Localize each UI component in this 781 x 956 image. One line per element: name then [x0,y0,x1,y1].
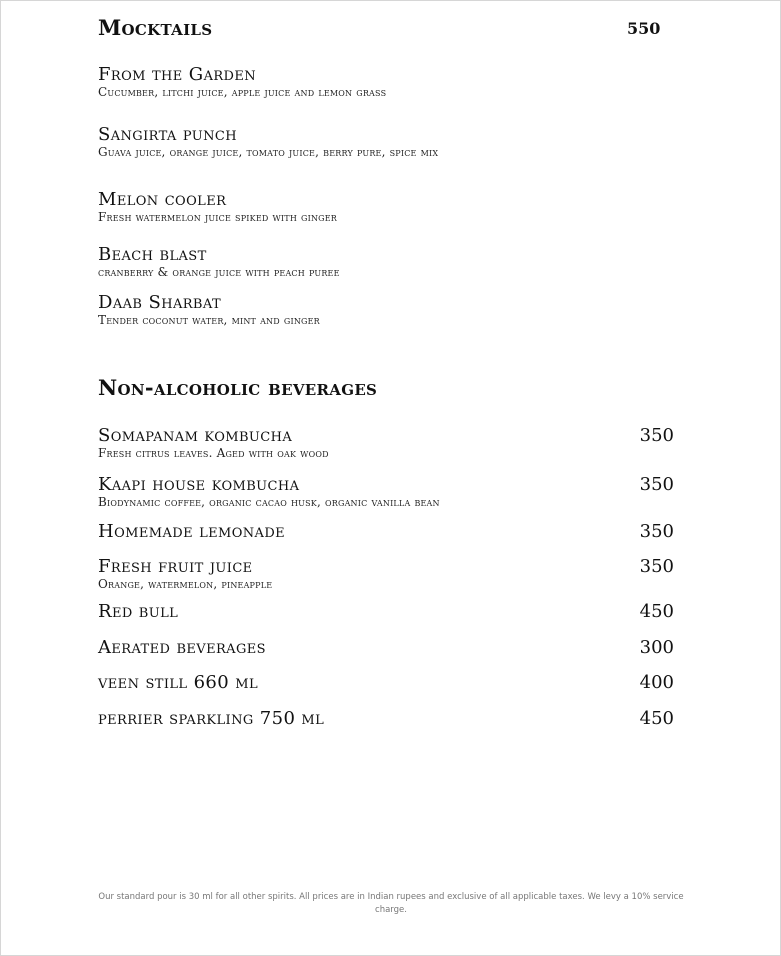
item-description: Biodynamic coffee, organic cacao husk, organic vanilla bean [98,495,440,509]
menu-item [98,557,678,591]
mocktails-heading: Mocktails [98,15,213,40]
item-price: 350 [639,556,674,577]
menu-item [98,245,678,279]
item-price: 450 [639,708,674,729]
item-name: Sangirta punch [98,124,237,145]
footer-note: Our standard pour is 30 ml for all other spirits. All prices are in Indian rupees and exclusive of all applicable taxes. We levy a 10% service charge. [98,892,684,915]
item-price: 400 [639,672,674,693]
menu-item [98,709,678,729]
item-name: Aerated beverages [98,637,266,658]
item-price: 350 [639,474,674,495]
item-description: Guava juice, orange juice, tomato juice, berry pure, spice mix [98,145,439,159]
menu-item [98,293,678,327]
item-description: Tender coconut water, mint and ginger [98,313,320,327]
item-name: Daab Sharbat [98,292,222,313]
menu-item [98,602,678,622]
item-description: cranberry & orange juice with peach puree [98,265,340,279]
menu-item [98,475,678,509]
item-description: Fresh watermelon juice spiked with ginger [98,210,338,224]
item-description: Cucumber, litchi juice, apple juice and lemon grass [98,85,387,99]
item-price: 350 [639,521,674,542]
beverages-heading: Non-alcoholic beverages [98,375,378,400]
menu-item [98,673,678,693]
item-name: Melon cooler [98,189,227,210]
item-name: Kaapi house kombucha [98,474,300,495]
item-name: perrier sparkling 750 ml [98,708,325,729]
menu-item [98,190,678,224]
item-price: 450 [639,601,674,622]
menu-item [98,426,678,460]
item-name: Somapanam kombucha [98,425,293,446]
menu-item [98,125,678,159]
item-name: Fresh fruit juice [98,556,253,577]
item-description: Fresh citrus leaves. Aged with oak wood [98,446,329,460]
item-name: Red bull [98,601,179,622]
item-price: 300 [639,637,674,658]
menu-item [98,638,678,658]
item-name: From the Garden [98,64,257,85]
menu-item [98,65,678,99]
item-name: veen still 660 ml [98,672,258,693]
item-name: Beach blast [98,244,207,265]
menu-item [98,522,678,542]
item-price: 350 [639,425,674,446]
item-description: Orange, watermelon, pineapple [98,577,273,591]
item-name: Homemade lemonade [98,521,286,542]
mocktails-price: 550 [627,19,661,38]
